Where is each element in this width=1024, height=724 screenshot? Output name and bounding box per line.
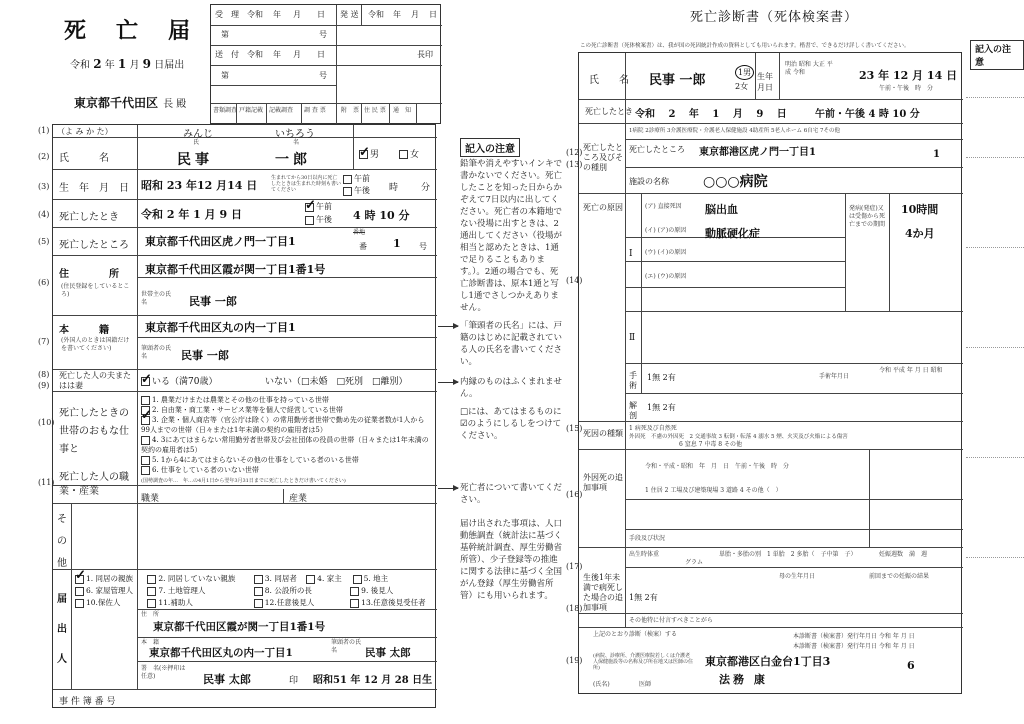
infant-label: 生後1年未満で病死した場合の追加事項 xyxy=(583,573,623,612)
cert-facility-label: 施設の名称 xyxy=(629,177,669,186)
qual-option[interactable]: 7. 土地管理人 xyxy=(147,585,251,597)
cert-place-label: 死亡したところ xyxy=(629,145,685,154)
sent-era: 令和 xyxy=(368,10,384,19)
qual-option[interactable]: 6. 家屋管理人 xyxy=(75,585,145,597)
cert-place-type[interactable]: 1病院 2診療所 3介護医療院・介護老人保健施設 4助産所 5老人ホーム 6自宅 7その他 xyxy=(629,128,840,134)
cause-row-d: (エ) (ウ)の原因 xyxy=(645,273,687,280)
office-use-table xyxy=(210,4,441,124)
autopsy-label: 解剖 xyxy=(629,401,637,420)
surgery-era: 令和 平成 年 月 日 昭和 xyxy=(879,367,943,374)
row-num: (8) xyxy=(38,370,50,379)
address-sub: (住民登録をしているところ) xyxy=(61,283,130,298)
qual-option[interactable]: 2. 同居していない親族 xyxy=(147,573,251,585)
cert-place-type-label: 死亡したところ及びその種別 xyxy=(583,143,623,172)
qual-option[interactable]: 5. 地主 xyxy=(353,574,389,583)
cause-row-a: (ア) 直接死因 xyxy=(645,203,682,210)
cert-date-1: 本診断書（検案書）発行年月日 令和 年 月 日 xyxy=(793,633,915,640)
qual-option[interactable]: 13.任意後見受任者 xyxy=(350,598,425,607)
householder-label: 世帯主の氏名 xyxy=(141,291,172,306)
job-label: 死亡した人の職業・産業 xyxy=(59,472,129,497)
row-num: (15) xyxy=(566,424,583,433)
note-deceased: 死亡者について書いてください。 xyxy=(460,483,562,505)
cert-name[interactable]: 民事 一郎 xyxy=(649,73,706,88)
kind-accident[interactable]: 外因死 不慮の外因死 2 交通事故 3 転倒・転落 4 溺水 5 煙、火災及び火焔による傷害 xyxy=(629,434,848,440)
certificate-grid xyxy=(578,52,962,694)
external-place[interactable]: 1 住居 2 工場及び建築現場 3 道路 4 その他（ ） xyxy=(645,487,782,494)
row-num: (14) xyxy=(566,276,583,285)
kind-natural[interactable]: 1 病死及び自然死 xyxy=(629,425,677,432)
qual-option[interactable]: 4. 家主 xyxy=(306,573,350,585)
spouse-alive-option[interactable]: ✓ いる（満70歳） xyxy=(141,374,217,387)
row-num: (19) xyxy=(566,656,583,665)
row-num: (7) xyxy=(38,337,50,346)
row-num: (12) xyxy=(566,148,583,157)
household-work-options xyxy=(141,395,433,475)
survey-label: 調 査 票 xyxy=(304,107,326,114)
birth-note: 生まれてから30日以内に死亡したときは生まれた時刻も書いてください xyxy=(271,175,342,193)
informant-birth-date[interactable]: 昭和51 年 12 月 28 日生 xyxy=(313,675,433,686)
yomikata-label: （よ み か た） xyxy=(57,127,113,136)
filing-date: 令和 2 年 1 月 9 日届出 xyxy=(70,57,185,71)
job-field[interactable]: 職業 xyxy=(141,494,160,504)
received-day: 日 xyxy=(317,10,325,19)
certificate-title: 死亡診断書（死体検案書） xyxy=(690,10,859,25)
period-b[interactable]: 4か月 xyxy=(905,227,935,240)
work-option[interactable]: 4. 3にあてはまらない常用勤労者世帯及び会社団体の役員の世帯（日々または1年未満の契約の雇用者は5） xyxy=(141,436,429,454)
honseki-label: 本 籍 xyxy=(59,325,109,336)
certificate-intro: この死亡診断書（死体検案書）は、我が国の死因統計作成の資料としても用いられます。楷書で、できるだけ詳しく書いてください。 xyxy=(580,43,910,49)
cert-death-clock[interactable]: 午前・午後 4 時 10 分 xyxy=(815,109,920,120)
informant-address[interactable]: 東京都千代田区霞が関一丁目1番1号 xyxy=(153,621,326,633)
main-form-grid xyxy=(52,124,436,708)
qual-option[interactable]: 12.任意後見人 xyxy=(254,597,348,609)
doctor-name[interactable]: 法務 康 xyxy=(719,673,768,686)
death-place-number[interactable]: 1 xyxy=(393,237,401,250)
death-time-label: 死亡したとき xyxy=(59,212,119,223)
head-seal-label: 長印 xyxy=(417,50,433,59)
doctor-place-label: (病院、診療所、介護医療院若しくは介護老人保健施設等の名称及び所在地又は医師の住所) xyxy=(593,653,694,671)
informant-qualifications xyxy=(75,573,435,609)
note-arrow xyxy=(438,488,458,489)
death-pm-option[interactable]: 午後 xyxy=(305,214,332,225)
other-label: そ の 他 xyxy=(57,514,67,569)
cert-notes-column xyxy=(966,58,1024,558)
other-remarks-label: その他特に付言すべきことがら xyxy=(629,617,713,624)
seal-mark: 印 xyxy=(289,676,299,686)
sex-female-option[interactable]: 女 xyxy=(399,147,419,160)
cert-death-time-label: 死亡したとき xyxy=(585,107,633,116)
notes-title: 記入の注意 xyxy=(460,138,520,157)
cert-sex[interactable]: 1男 2女 xyxy=(735,65,754,93)
mei-label: 名 xyxy=(293,139,300,146)
forwarded-month: 月 xyxy=(293,50,301,59)
work-option[interactable]: 1. 農業だけまたは農業とその他の仕事を持っている世帯 xyxy=(141,395,433,405)
birth-weight-label: 出生時体重 xyxy=(629,551,660,558)
death-date[interactable]: 令和 2 年 1 月 9 日 xyxy=(141,208,242,221)
qual-option[interactable]: ✓1. 同居の親族 xyxy=(75,573,145,585)
direct-cause[interactable]: 脳出血 xyxy=(705,203,738,216)
deceased-last-name[interactable]: 民事 xyxy=(177,152,213,168)
row-num: (5) xyxy=(38,237,50,246)
row-num: (11) xyxy=(38,478,55,487)
doctor-address-number[interactable]: 6 xyxy=(907,659,915,672)
received-year: 年 xyxy=(273,10,281,19)
cause-part-2: Ⅱ xyxy=(629,333,636,343)
forwarded-year: 年 xyxy=(273,50,281,59)
period-a[interactable]: 10時間 xyxy=(901,203,939,216)
yomi-first: いちろう xyxy=(275,129,315,140)
row-num: (16) xyxy=(566,490,583,499)
surgery-date-label: 手術年月日 xyxy=(819,373,850,380)
form-title: 死 亡 届 xyxy=(64,18,195,44)
birth-label: 生 年 月 日 xyxy=(59,183,129,194)
entry-check-label: 記載調査 xyxy=(269,107,294,114)
banchi-label: 番地 xyxy=(353,229,366,236)
appendix-label: 附 票 xyxy=(341,107,360,114)
note-statistics: 届け出された事項は、人口動態調査（統計法に基づく基幹統計調査、厚生労働省所管）、少子登録等の推進に関する法律に基づく全国がん登録（厚生労働省所管）にも用いられます。 xyxy=(460,519,563,601)
informant-signature[interactable]: 民事 太郎 xyxy=(203,673,251,686)
autopsy-yesno[interactable]: 1無 2有 xyxy=(647,403,676,412)
notice-label: 通 知 xyxy=(393,107,412,114)
yomi-last: みんじ xyxy=(183,129,213,140)
note-general: 鉛筆や消えやすいインキで書かないでください。死亡したことを知った日からかぞえて7日以内に出してください。死亡者の本籍地でない役場に出すときは、2通出してください（役場が相当と認めたときは、1通で足りることもあります。）。2通の場合でも、死亡診断書は、原本1通と写し1通でさしつかえありません。 xyxy=(460,159,563,313)
cert-death-date[interactable]: 令和 2 年 1 月 9 日 xyxy=(635,109,787,120)
doctor-address[interactable]: 東京都港区白金台1丁目3 xyxy=(705,655,831,668)
cause-row-b: (イ) (ア)の原因 xyxy=(645,227,687,234)
uji-label: 氏 xyxy=(193,139,200,146)
note-head: 「筆頭者の氏名」には、戸籍のはじめに記載されている人の氏名を書いてください。 xyxy=(460,321,563,367)
row-num: (3) xyxy=(38,182,50,191)
informant-label: 届 出 人 xyxy=(57,594,77,665)
qual-option[interactable]: 9. 後見人 xyxy=(350,586,393,595)
row-num: (10) xyxy=(38,418,55,427)
case-number-label: 事 件 簿 番 号 xyxy=(59,697,116,707)
external-means[interactable]: 手段及び状況 xyxy=(629,535,666,542)
cert-notes-title: 記入の注意 xyxy=(970,40,1024,70)
kind-accident-2[interactable]: 6 窒息 7 中毒 8 その他 xyxy=(679,441,742,448)
census-note: (国勢調査の年… 年…の4月1日から翌年3月31日までに死亡したときだけ書いてください) xyxy=(141,478,346,484)
external-datetime[interactable]: 令和・平成・昭和 年 月 日 午前・午後 時 分 xyxy=(645,463,790,470)
work-option[interactable]: 5. 1から4にあてはまらないその他の仕事をしている者のいる世帯 xyxy=(141,455,433,465)
head-name[interactable]: 民事 一郎 xyxy=(181,349,229,362)
row-num: (17) xyxy=(566,562,583,571)
received-era: 令和 xyxy=(247,10,263,19)
industry-field[interactable]: 産業 xyxy=(289,494,308,504)
informant-head-label: 筆頭者の氏名 xyxy=(331,639,362,654)
informant-head-name[interactable]: 民事 太郎 xyxy=(365,647,411,659)
received-no-label: 第 xyxy=(221,30,229,39)
honseki-value[interactable]: 東京都千代田区丸の内一丁目1 xyxy=(145,321,296,334)
external-label: 外因死の追加事項 xyxy=(583,473,623,492)
qual-option[interactable]: 11.補助人 xyxy=(147,597,251,609)
forwarded-day: 日 xyxy=(317,50,325,59)
addressee: 東京都千代田区 長 殿 xyxy=(74,96,187,110)
row-num: (9) xyxy=(38,381,50,390)
forwarded-era: 令和 xyxy=(247,50,263,59)
qual-option[interactable]: 3. 同居者 xyxy=(254,573,304,585)
received-month: 月 xyxy=(293,10,301,19)
doctor-title: 医師 xyxy=(639,681,652,688)
mother-birth-label: 母の生年月日 xyxy=(779,573,816,580)
doctor-name-label: (氏名) xyxy=(593,681,610,688)
family-entry-label: 戸籍記載 xyxy=(239,107,264,114)
ban-label: 番 xyxy=(359,242,367,251)
honseki-sub: (外国人のときは国籍だけを書いてください) xyxy=(61,337,130,352)
death-place[interactable]: 東京都千代田区虎ノ門一丁目1 xyxy=(145,235,296,248)
surgery-yesno[interactable]: 1無 2有 xyxy=(647,373,676,382)
cause-label: 死亡の原因 xyxy=(583,203,623,212)
row-num: (4) xyxy=(38,210,50,219)
onset-label: 発病(発症)又は受傷から死亡までの期間 xyxy=(849,205,886,228)
qual-option[interactable]: 10.保佐人 xyxy=(75,597,145,609)
underlying-cause[interactable]: 動脈硬化症 xyxy=(705,227,760,240)
work-option[interactable]: 2. 自由業・商工業・サービス業等を個人で経営している世帯 xyxy=(141,405,433,415)
note-checkbox: □には、あてはまるものに☑のようにしるしをつけてください。 xyxy=(460,407,562,441)
minute-unit: 分 xyxy=(421,183,431,193)
deceased-first-name[interactable]: 一郎 xyxy=(275,152,311,168)
spouse-none-option[interactable]: いない（□未婚 □死別 □離別） xyxy=(265,377,408,387)
informant-address-label: 住 所 xyxy=(141,611,160,618)
cert-birth-eras: 明治 昭和 大正 平成 令和 xyxy=(785,61,833,76)
resident-label: 住 民 票 xyxy=(364,107,386,114)
note-spouse: 内縁のものはふくまれません。 xyxy=(460,377,563,399)
qual-option[interactable]: 8. 公設所の長 xyxy=(254,585,348,597)
spouse-label: 死亡した人の夫またはは妻 xyxy=(59,371,131,390)
sex-male-option[interactable]: ✓ 男 xyxy=(359,147,379,160)
address-label: 住 所 xyxy=(59,269,119,280)
work-option[interactable]: 6. 仕事をしている者のいない世帯 xyxy=(141,465,433,475)
cert-birth-date[interactable]: 23 年 12 月 14 日 xyxy=(859,69,958,82)
gram-unit: グラム xyxy=(685,559,703,566)
note-arrow xyxy=(438,326,458,327)
birth-am-option[interactable]: 午前 xyxy=(343,173,370,184)
infant-yesno[interactable]: 1無 2有 xyxy=(629,593,658,602)
row-num: (18) xyxy=(566,604,583,613)
death-am-option[interactable]: ✓午前 xyxy=(305,201,332,212)
birth-date[interactable]: 昭和 23 年12 月14 日 xyxy=(141,179,258,192)
cert-birth-label: 生年月日 xyxy=(757,72,773,92)
cert-place-number[interactable]: 1 xyxy=(933,149,940,160)
row-num: (2) xyxy=(38,152,50,161)
death-place-label: 死亡したところ xyxy=(59,240,129,251)
head-label: 筆頭者の氏名 xyxy=(141,345,172,360)
row-num: (6) xyxy=(38,278,50,287)
cause-part-1: Ⅰ xyxy=(629,249,633,259)
cert-date-2: 本診断書（検案書）発行年月日 令和 年 月 日 xyxy=(793,643,915,650)
sent-label: 発 送 xyxy=(340,10,359,19)
cert-facility[interactable]: ○○○病院 xyxy=(703,174,768,190)
forwarded-no-suffix: 号 xyxy=(319,71,327,80)
gestation-weeks[interactable]: 妊娠週数 満 週 xyxy=(879,551,928,558)
go-label: 号 xyxy=(419,242,427,251)
sent-day: 日 xyxy=(429,10,437,19)
hour-unit: 時 xyxy=(389,183,399,193)
cert-birth-time: 午前・午後 時 分 xyxy=(879,85,934,92)
forwarded-label: 送 付 xyxy=(215,50,239,59)
death-kind-label: 死因の種類 xyxy=(583,429,623,438)
forwarded-no-label: 第 xyxy=(221,71,229,80)
cert-name-label: 氏 名 xyxy=(589,75,629,86)
received-label: 受 理 xyxy=(215,10,239,19)
signature-label: 署 名(※押印は任意) xyxy=(141,665,186,680)
row-num: (13) xyxy=(566,160,583,169)
birth-pm-option[interactable]: 午後 xyxy=(343,185,370,196)
single-multiple[interactable]: 単胎・多胎の別 1 単胎 2 多胎（ 子中第 子） xyxy=(719,551,857,558)
householder-name[interactable]: 民事 一郎 xyxy=(189,295,237,308)
cert-statement: 上記のとおり診断（検案）する xyxy=(593,631,678,638)
row-num: (1) xyxy=(38,126,50,135)
name-label: 氏 名 xyxy=(59,153,109,164)
sent-year: 年 xyxy=(393,10,401,19)
work-option[interactable]: ✓3. 企業・個人商店等（官公庁は除く）の常用勤労者世帯で勤め先の従業者数が1人から99人までの世帯（日々または1年未満の契約の雇用者は5） xyxy=(141,415,433,435)
household-work-label: 死亡したときの世帯のおもな仕事と xyxy=(59,408,129,455)
previous-pregnancy: 前回までの妊娠の結果 xyxy=(869,573,930,580)
surgery-label: 手術 xyxy=(629,371,637,390)
cause-row-c: (ウ) (イ)の原因 xyxy=(645,249,687,256)
doc-check-label: 書類調査 xyxy=(213,107,238,114)
received-no-suffix: 号 xyxy=(319,30,327,39)
informant-honseki-label: 本 籍 xyxy=(141,639,160,646)
address-value[interactable]: 東京都千代田区霞が関一丁目1番1号 xyxy=(145,263,326,276)
death-clock[interactable]: 4 時 10 分 xyxy=(353,209,410,222)
cert-place[interactable]: 東京都港区虎ノ門一丁目1 xyxy=(699,147,816,158)
note-arrow xyxy=(438,382,458,383)
informant-honseki[interactable]: 東京都千代田区丸の内一丁目1 xyxy=(149,647,293,659)
sent-month: 月 xyxy=(411,10,419,19)
